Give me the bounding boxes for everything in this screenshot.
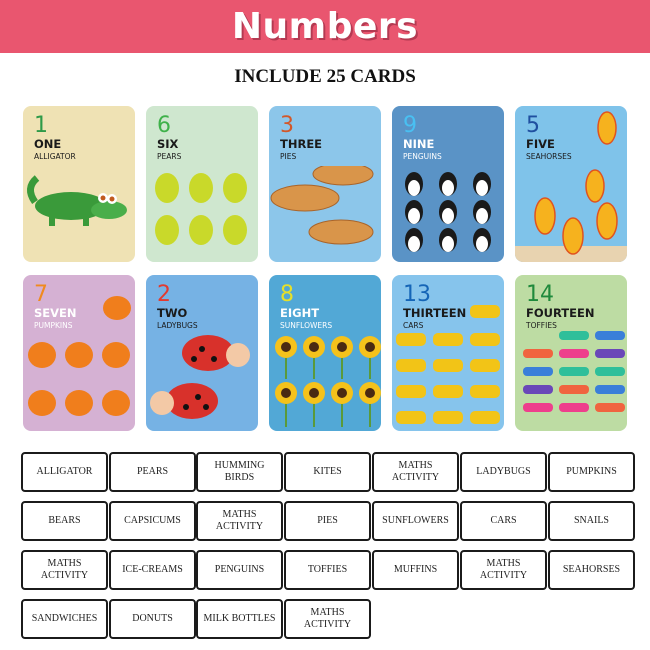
card-word: NINE bbox=[403, 137, 435, 151]
label-toffies: TOFFIES bbox=[284, 550, 371, 590]
pie-icon bbox=[269, 166, 381, 262]
card-number: 5 bbox=[526, 113, 540, 138]
card-thirteen-cars bbox=[392, 275, 504, 431]
label-sunflowers: SUNFLOWERS bbox=[372, 501, 459, 541]
card-number: 1 bbox=[34, 113, 48, 138]
label-penguins: PENGUINS bbox=[196, 550, 283, 590]
penguin-icon bbox=[392, 166, 504, 262]
card-number: 9 bbox=[403, 113, 417, 138]
label-ladybugs: LADYBUGS bbox=[460, 452, 547, 492]
card-number: 3 bbox=[280, 113, 294, 138]
label-capsicums: CAPSICUMS bbox=[109, 501, 196, 541]
label-ice-creams: ICE-CREAMS bbox=[109, 550, 196, 590]
label-alligator: ALLIGATOR bbox=[21, 452, 108, 492]
card-object: SEAHORSES bbox=[526, 152, 572, 161]
card-nine-penguins bbox=[392, 106, 504, 262]
label-kites: KITES bbox=[284, 452, 371, 492]
card-three-pies bbox=[269, 106, 381, 262]
label-maths-activity: MATHS ACTIVITY bbox=[372, 452, 459, 492]
card-number: 13 bbox=[403, 282, 431, 307]
card-six-pears bbox=[146, 106, 258, 262]
label-maths-activity: MATHS ACTIVITY bbox=[196, 501, 283, 541]
label-sandwiches: SANDWICHES bbox=[21, 599, 108, 639]
card-word: FOURTEEN bbox=[526, 306, 595, 320]
card-object: PEARS bbox=[157, 152, 182, 161]
label-pears: PEARS bbox=[109, 452, 196, 492]
card-word: SIX bbox=[157, 137, 179, 151]
label-milk-bottles: MILK BOTTLES bbox=[196, 599, 283, 639]
card-object: LADYBUGS bbox=[157, 321, 198, 330]
card-object: CARS bbox=[403, 321, 424, 330]
card-word: EIGHT bbox=[280, 306, 320, 320]
toffee-icon bbox=[515, 275, 627, 431]
card-word: THREE bbox=[280, 137, 323, 151]
alligator-icon bbox=[23, 166, 135, 262]
card-object: PENGUINS bbox=[403, 152, 442, 161]
card-fourteen-toffies bbox=[515, 275, 627, 431]
card-number: 14 bbox=[526, 282, 554, 307]
seahorse-icon bbox=[515, 106, 627, 262]
label-humming-birds: HUMMING BIRDS bbox=[196, 452, 283, 492]
label-maths-activity: MATHS ACTIVITY bbox=[21, 550, 108, 590]
card-object: ALLIGATOR bbox=[34, 152, 76, 161]
card-seven-pumpkins bbox=[23, 275, 135, 431]
ladybug-icon bbox=[146, 335, 258, 431]
card-number: 2 bbox=[157, 282, 171, 307]
card-object: PUMPKINS bbox=[34, 321, 73, 330]
card-count-subtitle: INCLUDE 25 CARDS bbox=[234, 66, 416, 87]
card-two-ladybugs bbox=[146, 275, 258, 431]
label-seahorses: SEAHORSES bbox=[548, 550, 635, 590]
card-word: FIVE bbox=[526, 137, 555, 151]
card-word: SEVEN bbox=[34, 306, 77, 320]
sunflower-icon bbox=[269, 335, 381, 431]
card-object: TOFFIES bbox=[526, 321, 557, 330]
card-word: TWO bbox=[157, 306, 188, 320]
card-number: 7 bbox=[34, 282, 48, 307]
card-five-seahorses bbox=[515, 106, 627, 262]
card-number: 6 bbox=[157, 113, 171, 138]
label-bears: BEARS bbox=[21, 501, 108, 541]
page-title: Numbers bbox=[231, 6, 419, 47]
card-one-alligator bbox=[23, 106, 135, 262]
label-maths-activity: MATHS ACTIVITY bbox=[460, 550, 547, 590]
label-snails: SNAILS bbox=[548, 501, 635, 541]
card-object: PIES bbox=[280, 152, 297, 161]
card-eight-sunflowers bbox=[269, 275, 381, 431]
label-pies: PIES bbox=[284, 501, 371, 541]
label-cars: CARS bbox=[460, 501, 547, 541]
title-banner bbox=[0, 0, 650, 53]
card-word: THIRTEEN bbox=[403, 306, 467, 320]
label-pumpkins: PUMPKINS bbox=[548, 452, 635, 492]
card-number: 8 bbox=[280, 282, 294, 307]
pumpkin-icon bbox=[23, 275, 135, 431]
label-donuts: DONUTS bbox=[109, 599, 196, 639]
label-maths-activity: MATHS ACTIVITY bbox=[284, 599, 371, 639]
car-icon bbox=[392, 275, 504, 431]
pear-icon bbox=[146, 166, 258, 262]
card-word: ONE bbox=[34, 137, 62, 151]
card-object: SUNFLOWERS bbox=[280, 321, 333, 330]
label-muffins: MUFFINS bbox=[372, 550, 459, 590]
